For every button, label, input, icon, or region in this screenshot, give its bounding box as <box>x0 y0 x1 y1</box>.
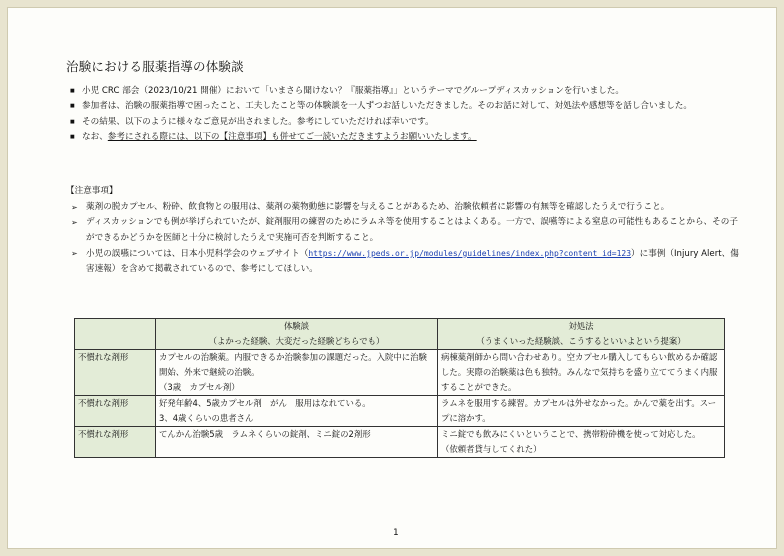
table-header-row <box>75 319 725 350</box>
form-cell: 不慣れな剤形 <box>75 396 156 427</box>
notes-heading: 【注意事項】 <box>66 186 118 196</box>
cell-line: ミニ錠でも飲みにくいということで、携帯粉砕機を使って対応した。 <box>441 429 701 439</box>
note-item <box>68 246 740 278</box>
list-item: ■ 参加者は、治験の服薬指導で困ったこと、工夫したこと等の体験談を一人ずつお話しいただきました。そのお話に対して、対処法や感想等を話し合いました。 <box>68 99 738 114</box>
cell-line: 病棟薬剤師から問い合わせあり。空カプセル購入してもらい飲めるか確認した。実際の治験薬は色も独特。みんなで気持ちを盛り立ててうまく内服することができた。 <box>441 352 718 392</box>
jpeds-link[interactable]: https://www.jpeds.or.jp/modules/guidelines/index.php?content_id=123 <box>308 248 632 258</box>
table-row <box>75 350 725 396</box>
note-text: ）に事例（Injury Alert、傷害速報）を含めて掲載されているので、参考にしてほしい。 <box>86 248 739 275</box>
note-item: ➢ ディスカッションでも例が挙げられていたが、錠剤服用の練習のためにラムネ等を使用することはよくある。一方で、誤嚥等による窒息の可能性もあることから、その子ができるかどうかを医師と十分に検討したうえで実施可否を判断すること。 <box>68 215 740 246</box>
bullet-prefix: なお、 <box>82 131 108 142</box>
response-cell <box>438 350 725 396</box>
list-item: ■ その結果、以下のように様々なご意見が出されました。参考にしていただければ幸いです。 <box>68 115 738 130</box>
header-title: 対処法 <box>568 321 594 331</box>
caution-reference: 参考にされる際には、以下の【注意事項】も併せてご一読いただきますようお願いいたします。 <box>107 131 477 142</box>
header-response <box>438 319 725 350</box>
form-cell: 不慣れな剤形 <box>75 427 156 458</box>
note-text: 小児の誤嚥については、日本小児科学会のウェブサイト（ <box>86 248 309 259</box>
header-subtitle: （よかった経験、大変だった経験どちらでも） <box>208 336 385 346</box>
cell-line: カプセルの治験薬。内服できるか治験参加の課題だった。入院中に治験開始、外来で継続の治験。 <box>159 352 427 377</box>
header-form-cell <box>75 319 156 350</box>
experience-cell <box>156 396 438 427</box>
table-row <box>75 396 725 427</box>
header-title: 体験談 <box>283 321 310 331</box>
header-subtitle: （うまくいった経験談、こうするといいよという提案） <box>476 336 686 346</box>
cell-line: てんかん治験5歳 ラムネくらいの錠剤、ミニ錠の2剤形 <box>159 429 371 439</box>
note-item: ➢ 薬剤の脱カプセル、粉砕、飲食物との服用は、薬剤の薬物動態に影響を与えることがあるため、治験依頼者に影響の有無等を確認したうえで行うこと。 <box>68 200 740 215</box>
cell-line: （3歳 カプセル剤） <box>159 382 240 392</box>
list-item: ■ 小児 CRC 部会（2023/10/21 開催）において「いまさら聞けない？『服薬指導』」というテーマでグループディスカッションを行いました。 <box>68 84 738 99</box>
cell-line: ラムネを服用する練習。カプセルは外せなかった。かんで薬を出す。スープに溶かす。 <box>441 398 717 423</box>
document-page <box>7 7 777 549</box>
experience-cell <box>156 427 438 458</box>
cell-line: 3、4歳くらいの患者さん <box>159 413 254 423</box>
cell-line: 好発年齢4、5歳カプセル剤 がん 服用はなれている。 <box>159 398 371 408</box>
response-cell <box>438 427 725 458</box>
intro-bullet-list <box>68 84 738 145</box>
page-number: 1 <box>393 528 399 538</box>
table-row <box>75 427 725 458</box>
response-cell <box>438 396 725 427</box>
form-cell: 不慣れな剤形 <box>75 350 156 396</box>
list-item <box>68 130 738 145</box>
header-experience <box>156 319 438 350</box>
experience-table <box>74 318 725 458</box>
page-title: 治験における服薬指導の体験談 <box>66 59 244 74</box>
notes-list <box>68 200 740 277</box>
experience-cell <box>156 350 438 396</box>
cell-line: （依頼者貸与してくれた） <box>441 444 542 454</box>
